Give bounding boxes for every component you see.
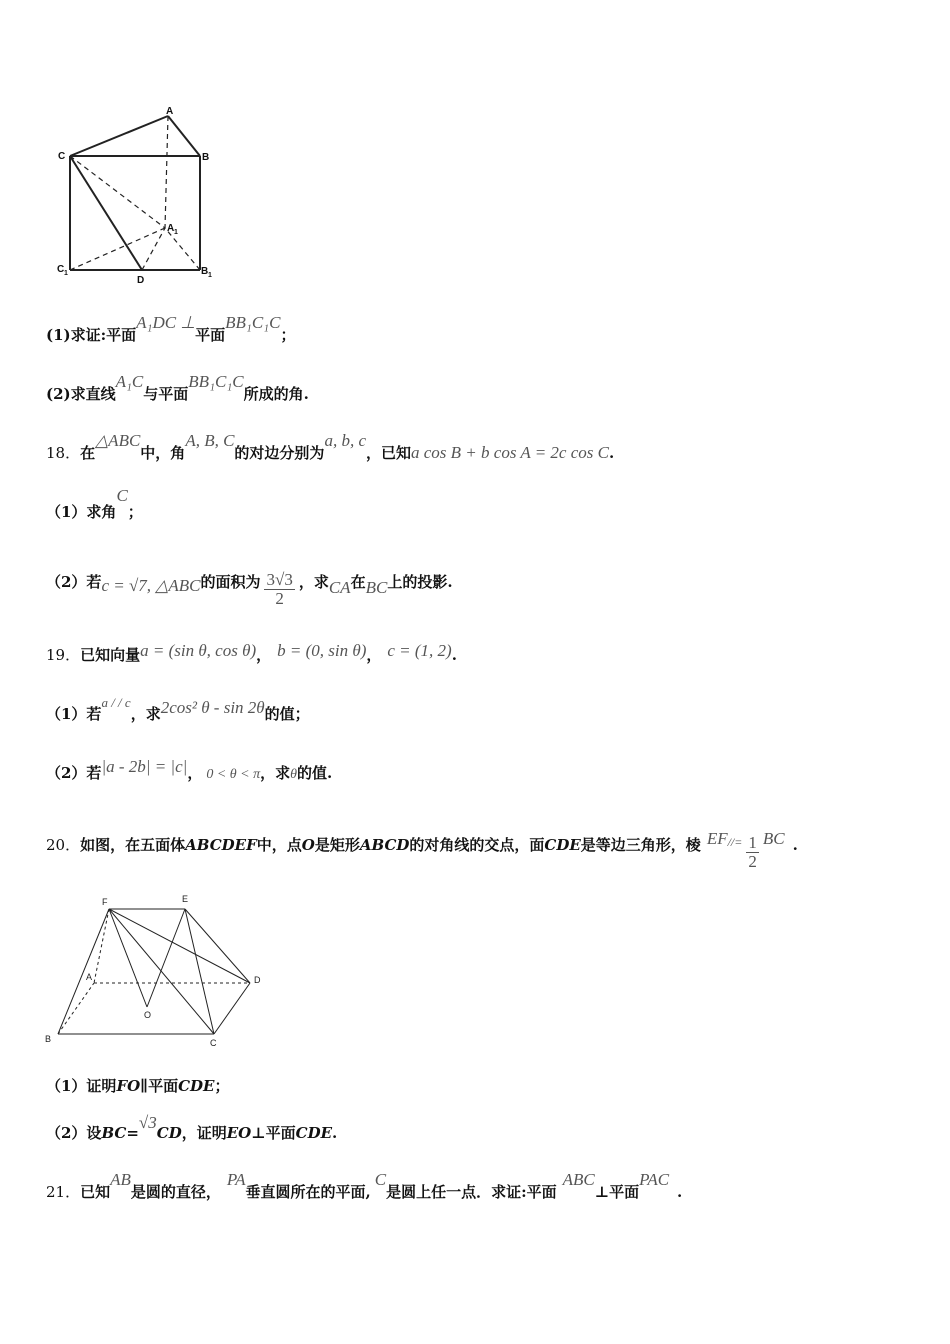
- p17-q2-mid: 与平面: [143, 385, 189, 403]
- label-B: B: [202, 152, 210, 163]
- p20-fraction: [746, 834, 759, 871]
- p18-q2-math1: c = √7, △ABC: [101, 576, 201, 595]
- edge-CA1: [70, 156, 165, 228]
- p18-m1: △ABC: [95, 431, 141, 450]
- p18-q1: [46, 486, 143, 522]
- p19-q2-math2: 0 < θ < π: [206, 767, 261, 782]
- p20-q2-end: .: [332, 1124, 338, 1142]
- p19-q1-t1: ，求: [130, 705, 161, 723]
- label-C: C: [58, 151, 66, 162]
- p21-m1: AB: [110, 1170, 131, 1189]
- p20-q1-prefix: （1）证明: [46, 1077, 117, 1095]
- p18-q1-math: C: [116, 486, 128, 505]
- p20-end: .: [792, 836, 798, 854]
- p17-q1-mid: 平面: [195, 326, 226, 344]
- p17-q2-end: 所成的角.: [243, 385, 309, 403]
- p21-m2: PA: [226, 1170, 246, 1189]
- p21-t3: 垂直圆所在的平面,: [245, 1183, 371, 1201]
- p20-text-f: ABCD: [359, 836, 410, 854]
- p20-stem: [46, 829, 798, 873]
- p18-frac-den: 2: [275, 588, 284, 608]
- p18-q1-end: ；: [127, 503, 143, 521]
- p20-text-h: CDE: [544, 836, 581, 854]
- p19-sep2: ，: [366, 646, 382, 664]
- p19-m2: b = (0, sin θ): [277, 641, 367, 660]
- p17-q1: [46, 313, 296, 345]
- edge-AA1: [165, 116, 168, 228]
- edge-BF: [58, 909, 109, 1034]
- label-C1: C: [57, 264, 65, 275]
- p17-q2-math2: BB₁C₁C: [188, 372, 244, 391]
- p19-q2-math1: |a - 2b| = |c|: [101, 757, 188, 776]
- p18-q2-t2: ，求: [298, 573, 329, 591]
- p20-frac-den: 2: [748, 851, 757, 871]
- pentahedron-figure: [40, 890, 280, 1050]
- p19-q2: [46, 757, 333, 783]
- p20-q2-b2: CD: [156, 1124, 182, 1142]
- p21-t2: 是圆的直径，: [130, 1183, 221, 1201]
- p19-q2-math3: θ: [290, 767, 298, 782]
- p19-q2-t1: ，: [187, 764, 203, 782]
- edge-AB: [168, 116, 200, 156]
- label-O: O: [144, 1010, 152, 1020]
- p21-end: .: [677, 1183, 683, 1201]
- p19-q1-end: 的值；: [264, 705, 310, 723]
- label-D: D: [137, 275, 145, 286]
- label-A: A: [166, 106, 174, 117]
- p18-frac-num: 3√3: [266, 570, 293, 589]
- edge-B1A1: [165, 228, 200, 270]
- label-E: E: [182, 894, 189, 904]
- label-C1-sub: 1: [64, 270, 68, 277]
- p18-q2: [46, 571, 453, 610]
- label-A1: A: [167, 223, 175, 234]
- p18-t1: 在: [80, 444, 96, 462]
- p20-text-d: O: [301, 836, 315, 854]
- edge-C1A1: [70, 228, 165, 270]
- p17-q2-math1: A₁C: [115, 372, 144, 391]
- p20-text-a: 如图，在五面体: [80, 836, 186, 854]
- p20-q2-b3: EO: [226, 1124, 252, 1142]
- label-A1-sub: 1: [174, 229, 178, 236]
- p19-t1: 已知向量: [80, 646, 141, 664]
- edge-FD: [109, 909, 250, 983]
- p18-q2-prefix: （2）若: [46, 573, 102, 591]
- p19-q2-t2: ，求: [260, 764, 291, 782]
- p18-number: 18．: [46, 444, 81, 462]
- p20-q2-b1: BC=: [101, 1124, 139, 1142]
- p19-q1-prefix: （1）若: [46, 705, 102, 723]
- p21-stem: [46, 1170, 683, 1202]
- p19-end: .: [451, 646, 457, 664]
- p17-q1-math1: A₁DC ⊥: [136, 313, 196, 332]
- p21-t4: 是圆上任一点．求证:平面: [386, 1183, 557, 1201]
- p20-text-e: 是矩形: [314, 836, 360, 854]
- label-B1-sub: 1: [208, 272, 212, 279]
- p18-stem: [46, 431, 615, 463]
- p20-text-c: 中，点: [256, 836, 302, 854]
- p18-t2: 中，角: [140, 444, 186, 462]
- label-C: C: [210, 1038, 217, 1048]
- p19-sep1: ，: [256, 646, 272, 664]
- label-B: B: [45, 1034, 52, 1044]
- edge-FO: [109, 909, 147, 1007]
- p19-q2-end: 的值.: [297, 764, 333, 782]
- p20-q1-b1: FO: [116, 1077, 141, 1095]
- p19-q1-math1: a / / c: [101, 695, 131, 710]
- p18-q2-t4: 上的投影.: [387, 573, 453, 591]
- label-B1: B: [201, 266, 209, 277]
- prism-figure: [50, 100, 230, 290]
- edge-FA: [94, 909, 109, 983]
- label-F: F: [102, 897, 108, 907]
- p18-t3: 的对边分别为: [234, 444, 325, 462]
- p20-q2-b4: CDE: [295, 1124, 333, 1142]
- p19-number: 19．: [46, 646, 81, 664]
- p18-q1-prefix: （1）求角: [46, 503, 117, 521]
- p20-q1: [46, 1075, 230, 1096]
- p17-q2: [46, 372, 309, 404]
- p20-text-b: ABCDEF: [185, 836, 257, 854]
- p21-number: 21．: [46, 1183, 81, 1201]
- p18-q2-math3: BC: [365, 578, 388, 597]
- p20-frac-num: 1: [748, 833, 757, 852]
- p19-m1: a = (sin θ, cos θ): [140, 641, 257, 660]
- p20-math-par: //=: [727, 835, 743, 849]
- p18-q2-t3: 在: [350, 573, 366, 591]
- p17-q1-prefix: (1)求证:平面: [46, 326, 137, 344]
- p18-area-fraction: [264, 571, 294, 608]
- p19-stem: [46, 641, 457, 665]
- p18-m2: A, B, C: [185, 431, 235, 450]
- p18-t4: ，已知: [365, 444, 411, 462]
- label-D: D: [254, 975, 261, 985]
- p21-t5: ⊥平面: [594, 1183, 640, 1201]
- edge-CD: [70, 156, 142, 270]
- p21-m3: C: [374, 1170, 387, 1189]
- edge-FC: [109, 909, 214, 1034]
- p21-m5: PAC: [639, 1170, 670, 1189]
- p21-t1: 已知: [80, 1183, 111, 1201]
- p20-q2-sqrt: √3: [138, 1113, 157, 1132]
- p20-q1-b2: CDE: [178, 1077, 215, 1095]
- p20-text-g: 的对角线的交点，面: [409, 836, 545, 854]
- p20-number: 20．: [46, 836, 81, 854]
- p18-t5: .: [608, 444, 615, 462]
- p20-math-ef: EF: [706, 829, 728, 848]
- edge-DA1: [142, 228, 165, 270]
- p19-q2-prefix: （2）若: [46, 764, 102, 782]
- p20-q2-t1: ，证明: [181, 1124, 227, 1142]
- edge-ED: [185, 909, 250, 983]
- p20-q2-t2: ⊥平面: [251, 1124, 296, 1142]
- p20-text-i: 是等边三角形，棱: [580, 836, 701, 854]
- p20-q1-t1: ∥平面: [140, 1077, 179, 1095]
- p18-q2-math2: CA: [328, 578, 351, 597]
- p19-q1: [46, 695, 310, 724]
- p19-m3: c = (1, 2): [387, 641, 452, 660]
- p21-m4: ABC: [562, 1170, 595, 1189]
- p20-q2: [46, 1113, 338, 1143]
- p18-m4: a cos B + b cos A = 2c cos C: [411, 443, 609, 462]
- edge-EC: [185, 909, 214, 1034]
- p19-q1-math2: 2cos² θ - sin 2θ: [160, 698, 265, 717]
- p17-q2-prefix: (2)求直线: [46, 385, 116, 403]
- p20-q2-prefix: （2）设: [46, 1124, 102, 1142]
- p20-math-bc: BC: [762, 829, 785, 848]
- p17-q1-end: ；: [280, 326, 296, 344]
- p18-q2-t1: 的面积为: [200, 573, 261, 591]
- edge-CA: [70, 116, 168, 156]
- p20-q1-end: ；: [214, 1077, 230, 1095]
- edge-CD: [214, 983, 250, 1034]
- label-A: A: [86, 972, 93, 982]
- p17-q1-math2: BB₁C₁C: [225, 313, 281, 332]
- p18-m3: a, b, c: [324, 431, 366, 450]
